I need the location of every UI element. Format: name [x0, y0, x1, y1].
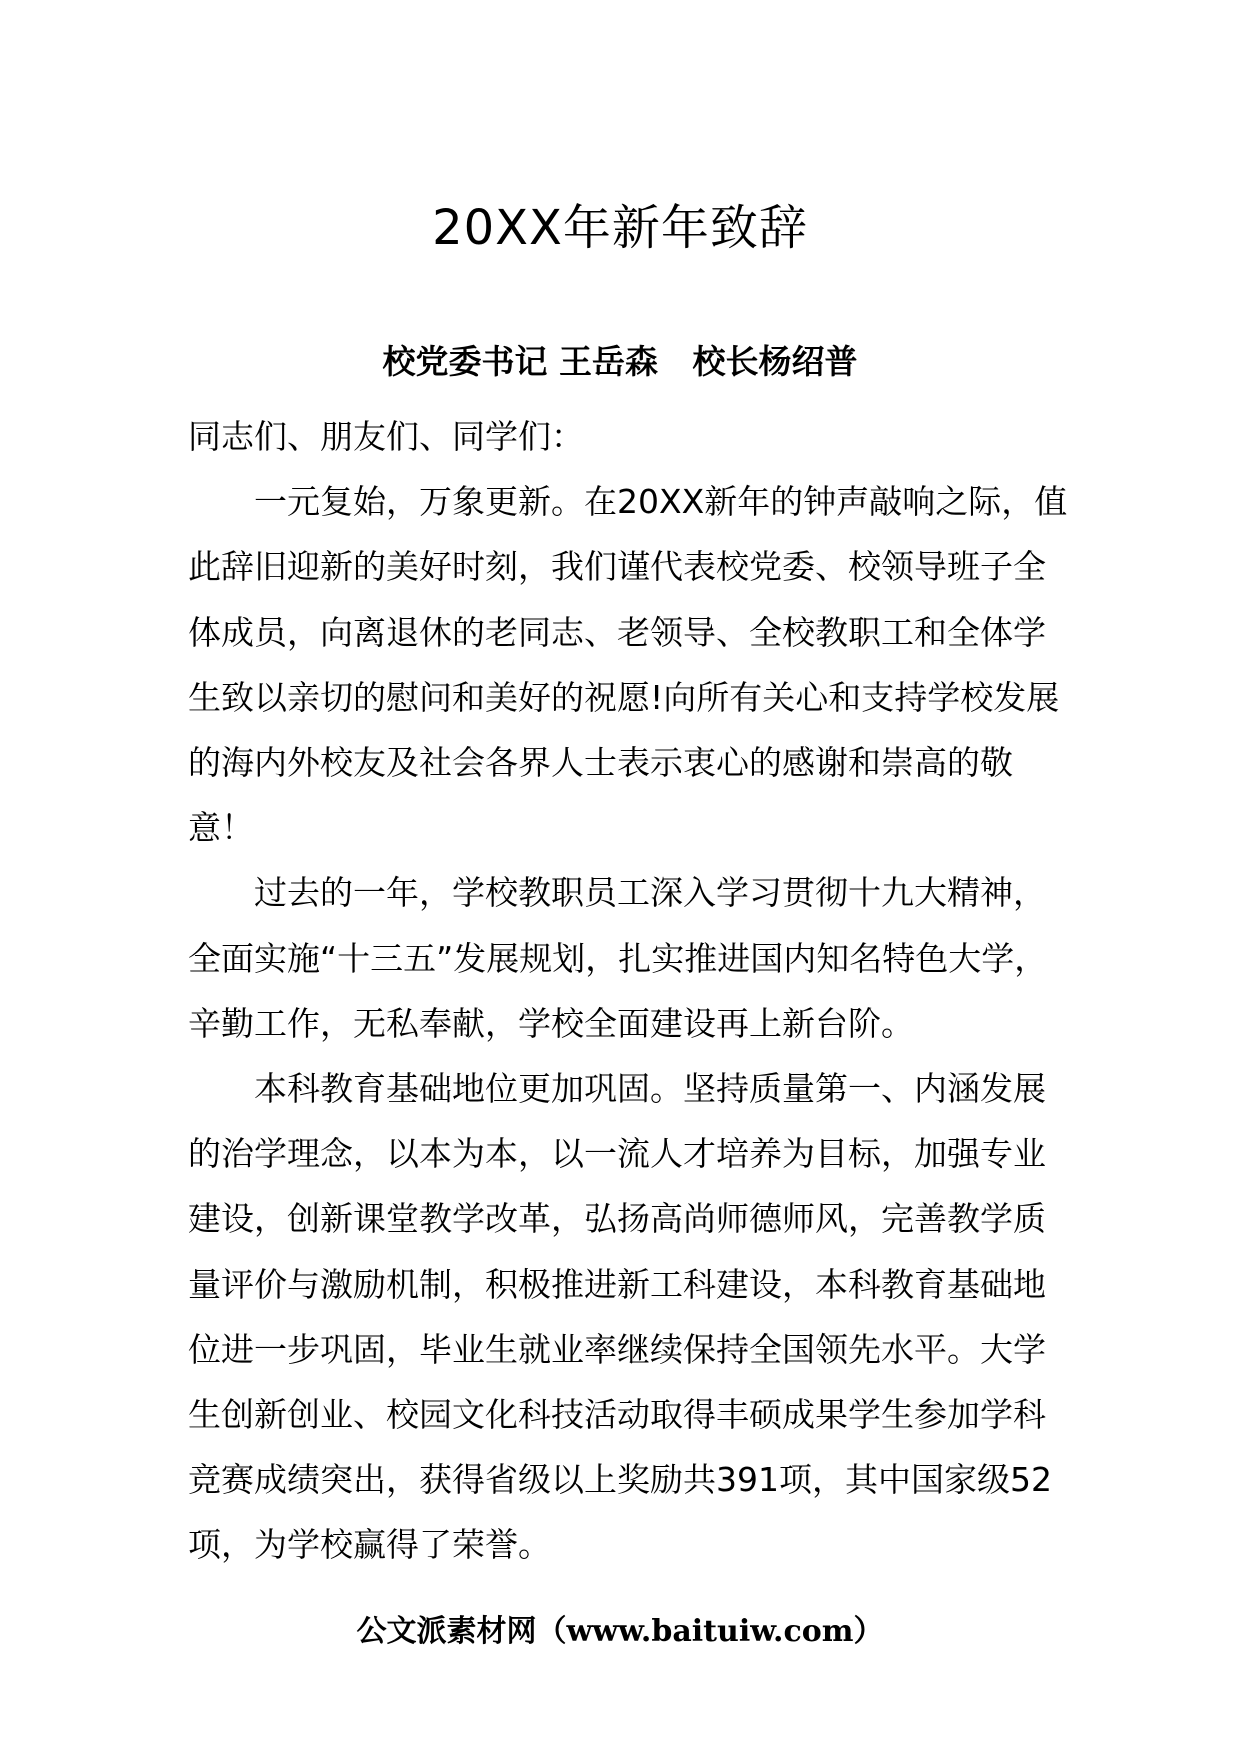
footer-watermark: 公文派素材网（www.baituiw.com） [356, 1614, 884, 1649]
salutation: 同志们、朋友们、同学们： [188, 417, 584, 456]
paragraph-3: 本科教育基础地位更加巩固。坚持质量第一、内涵发展的治学理念，以本为本，以一流人才培养为目标，加强专业建设，创新课堂教学改革，弘扬高尚师德师风，完善教学质量评价与激励机制，积极推进新工科建设，本科教育基础地位进一步巩固，毕业生就业率继续保持全国领先水平。大学生创新创业、校园文化科技活动取得丰硕成果学生参加学科竞赛成绩突出，获得省级以上奖励共391项，其中国家级52项，为学校赢得了荣誉。 [188, 1069, 1052, 1565]
paragraph-1: 一元复始，万象更新。在20XX新年的钟声敲响之际，值此辞旧迎新的美好时刻，我们谨代表校党委、校领导班子全体成员，向离退休的老同志、老领导、全校教职工和全体学生致以亲切的慰问和美好的祝愿!向所有关心和支持学校发展的海内外校友及社会各界人士表示衷心的感谢和崇高的敬意！ [188, 482, 1068, 848]
document-title: 20XX年新年致辞 [432, 200, 808, 256]
paragraph-2: 过去的一年，学校教职员工深入学习贯彻十九大精神，全面实施“十三五”发展规划，扎实推进国内知名特色大学，辛勤工作，无私奉献，学校全面建设再上新台阶。 [188, 873, 1048, 1043]
document-body [188, 404, 1068, 1578]
document-authors: 校党委书记 王岳森 校长杨绍普 [382, 342, 858, 381]
